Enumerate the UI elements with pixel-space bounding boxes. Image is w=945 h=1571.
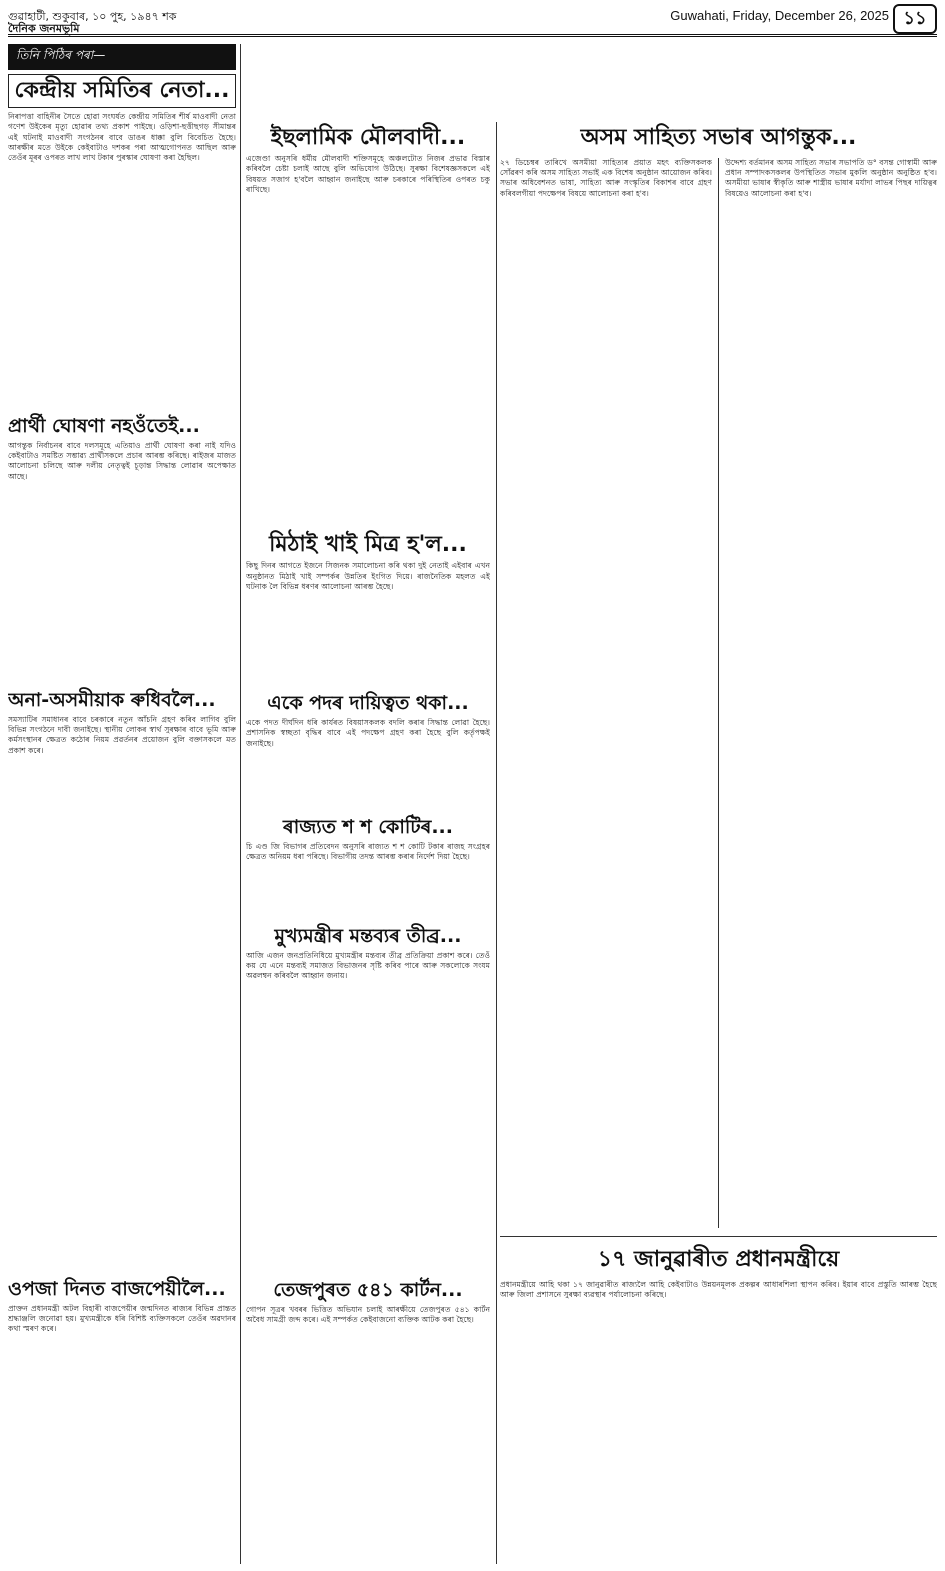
body-tezpur: গোপন সূত্ৰৰ খবৰৰ ভিত্তিত অভিযান চলাই আৰক্ষীয়ে তেজপুৰত ৫৪১ কাৰ্টন অবৈধ সামগ্ৰী জব্দ কৰে। এই সম্পৰ্কত কেইবাজনো ব্যক্তিক আটক কৰা হৈছে। [246,1304,490,1325]
column-left [8,44,236,1564]
headline-mukhyamantri: মুখ্যমন্ত্ৰীৰ মন্তব্যৰ তীব্ৰ... [274,925,462,948]
body-mithai: কিছু দিনৰ আগতে ইজনে সিজনক সমালোচনা কৰি থকা দুই নেতাই এইবাৰ এখন অনুষ্ঠানত মিঠাই খাই সম্পৰ্কৰ উন্নতিৰ ইংগিত দিয়ে। ৰাজনৈতিক মহলত এই ঘটনাক লৈ বিভিন্ন ধৰণৰ আলোচনা আৰম্ভ হৈছে। [246,561,490,591]
body-kendriya: নিৰাপত্তা বাহিনীৰ সৈতে হোৱা সংঘৰ্ষত কেন্দ্ৰীয় সমিতিৰ শীৰ্ষ মাওবাদী নেতা গণেশ উইকেৰ মৃত্যু হোৱাৰ তথ্য প্ৰকাশ পাইছে। ওড়িশা-ছত্তীছগড় সীমান্তৰ এই ঘটনাই মাওবাদী সংগঠনৰ বাবে ডাঙৰ ধাক্কা বুলি বিবেচিত হৈছে। আৰক্ষীৰ মতে উইকে কেইবাটাও দশকৰ পৰা আত্মগোপনত আছিল আৰু তেওঁৰ মূৰৰ ওপৰত লাখ লাখ টকাৰ পুৰস্কাৰ ঘোষণা কৰা হৈছিল। [8,112,236,162]
headline-eke-podor: একে পদৰ দায়িত্বত থকা... [267,692,469,715]
body-mukhyamantri: আজি এজন জনপ্ৰতিনিধিয়ে মুখ্যমন্ত্ৰীৰ মন্তব্যৰ তীব্ৰ প্ৰতিক্ৰিয়া প্ৰকাশ কৰে। তেওঁ কয় যে এনে মন্তব্যই সমাজত বিভাজনৰ সৃষ্টি কৰিব পাৰে আৰু সকলোকে সংযম অৱলম্বন কৰিবলৈ আহ্বান জনায়। [246,951,490,981]
body-islamik: এজেণ্ডা অনুসৰি ধৰ্মীয় মৌলবাদী শক্তিসমূহে অঞ্চলটোত নিজৰ প্ৰভাৱ বিস্তাৰ কৰিবলৈ চেষ্টা চলাই আছে বুলি অভিযোগ উঠিছে। সুৰক্ষা বিশেষজ্ঞসকলে এই বিষয়ত সজাগ হ'বলৈ আহ্বান জনাইছে আৰু চৰকাৰে পৰিস্থিতিৰ ওপৰত চকু ৰাখিছে। [246,154,490,194]
headline-tezpur: তেজপুৰত ৫৪১ কাৰ্টন... [273,1279,463,1302]
article-asom-sahitya [500,122,937,1232]
body-january: প্ৰধানমন্ত্ৰীয়ে আহি থকা ১৭ জানুৱাৰীত ৰাজ্যলৈ আহি কেইবাটাও উন্নয়নমূলক প্ৰকল্পৰ আধাৰশিলা স্থাপন কৰিব। ইয়াৰ বাবে প্ৰস্তুতি আৰম্ভ হৈছে আৰু জিলা প্ৰশাসনে সুৰক্ষা ব্যৱস্থাৰ পৰ্যালোচনা কৰিছে। [500,1280,937,1300]
headline-opaja-dinot: ওপজা দিনত বাজপেয়ীলৈ... [8,1277,226,1300]
body-prarthi: আগন্তুক নিৰ্বাচনৰ বাবে দলসমূহে এতিয়াও প্ৰাৰ্থী ঘোষণা কৰা নাই যদিও কেইবাটাও সমষ্টিত সম্ভাৱ্য প্ৰাৰ্থীসকলে প্ৰচাৰ আৰম্ভ কৰিছে। ৰাইজৰ মাজত আলোচনা চলিছে আৰু দলীয় নেতৃত্বই চূড়ান্ত সিদ্ধান্ত লোৱাৰ অপেক্ষাত আছে। [8,441,236,481]
body-opaja-dinot: প্ৰাক্তন প্ৰধানমন্ত্ৰী অটল বিহাৰী বাজপেয়ীৰ জন্মদিনত ৰাজ্যৰ বিভিন্ন প্ৰান্তত শ্ৰদ্ধাঞ্জলি জনোৱা হয়। মুখ্যমন্ত্ৰীকে ধৰি বিশিষ্ট ব্যক্তিসকলে তেওঁৰ অৱদানৰ কথা স্মৰণ কৰে। [8,1303,236,1334]
headline-asom-sahitya: অসম সাহিত্য সভাৰ আগন্তুক... [580,125,857,150]
header-left-date: গুৱাহাটী, শুকুবাৰ, ১০ পুহ, ১৯৪৭ শক [8,10,177,23]
column-divider [240,44,241,1564]
asom-sahitya-col-b [725,158,937,1228]
section-divider [500,1236,937,1237]
page-number: ১১ [893,4,937,34]
headline-kendriya: কেন্দ্ৰীয় সমিতিৰ নেতা... [8,74,236,108]
continued-tag: তিনি পিঠিৰ পৰা— [8,44,236,70]
masthead: দৈনিক জনমভূমি [8,20,937,37]
body-ana-asomiya: সমস্যাটিৰ সমাধানৰ বাবে চৰকাৰে নতুন আঁচনি গ্ৰহণ কৰিব লাগিব বুলি বিভিন্ন সংগঠনে দাবী জনাইছে। স্থানীয় লোকৰ স্বাৰ্থ সুৰক্ষাৰ বাবে ভূমি আৰু কৰ্মসংস্থানৰ ক্ষেত্ৰত কঠোৰ নিয়ম প্ৰৱৰ্তনৰ প্ৰয়োজন বুলি বক্তাসকলে মত প্ৰকাশ কৰে। [8,714,236,755]
header-right-date: Guwahati, Friday, December 26, 2025 [670,8,889,23]
headline-january: ১৭ জানুৱাৰীত প্ৰধানমন্ত্ৰীয়ে [597,1247,840,1272]
headline-rajaswa: ৰাজ্যত শ শ কোটিৰ... [283,816,453,839]
body-rajaswa: চি এণ্ড জি বিভাগৰ প্ৰতিবেদন অনুসৰি ৰাজ্যত শ শ কোটি টকাৰ ৰাজহ সংগ্ৰহৰ ক্ষেত্ৰত অনিয়ম ধৰা পৰিছে। বিভাগীয় তদন্ত আৰম্ভ কৰাৰ নিৰ্দেশ দিয়া হৈছে। [246,842,490,862]
body-asom-sahitya-right: উদ্দেশ্য বৰ্তমানৰ অসম সাহিত্য সভাৰ সভাপতি ড° বসন্ত গোস্বামী আৰু প্ৰধান সম্পাদকসকলৰ উপস্থিতিত সভাৰ মুকলি অনুষ্ঠান অনুষ্ঠিত হ'ব। অসমীয়া ভাষাৰ স্বীকৃতি আৰু শাস্ত্ৰীয় ভাষাৰ মৰ্যাদা লাভৰ পিছৰ দায়িত্বৰ বিষয়েও আলোচনা কৰা হ'ব। [725,158,937,198]
asom-sahitya-col-a [500,158,712,1228]
headline-mithai: মিঠাই খাই মিত্ৰ হ'ল... [269,532,467,558]
body-eke-podor: একে পদত দীৰ্ঘদিন ধৰি কাৰ্যৰত বিষয়াসকলক বদলি কৰাৰ সিদ্ধান্ত লোৱা হৈছে। প্ৰশাসনিক স্বচ্ছতা বৃদ্ধিৰ বাবে এই পদক্ষেপ গ্ৰহণ কৰা হৈছে বুলি কৰ্তৃপক্ষই জনাইছে। [246,718,490,748]
headline-islamik: ইছলামিক মৌলবাদী... [270,125,466,150]
article-january [500,1244,937,1564]
body-asom-sahitya-left: ২৭ ডিচেম্বৰ তাৰিখে অসমীয়া সাহিত্যৰ প্ৰয়াত মহৎ ব্যক্তিসকলক সোঁৱৰণ কৰি অসম সাহিত্য সভাই এক বিশেষ অনুষ্ঠান আয়োজন কৰিব। সভাৰ অধিবেশনত ভাষা, সাহিত্য আৰু সংস্কৃতিৰ বিকাশৰ বাবে গ্ৰহণ কৰিবলগীয়া পদক্ষেপৰ বিষয়ে আলোচনা কৰা হ'ব। [500,158,712,198]
column-divider [496,122,497,1564]
column-divider [718,158,719,1228]
headline-prarthi: প্ৰাৰ্থী ঘোষণা নহওঁতেই... [8,415,200,438]
column-middle [246,122,490,1564]
headline-ana-asomiya: অনা-অসমীয়াক ৰুধিবলৈ... [8,689,216,712]
